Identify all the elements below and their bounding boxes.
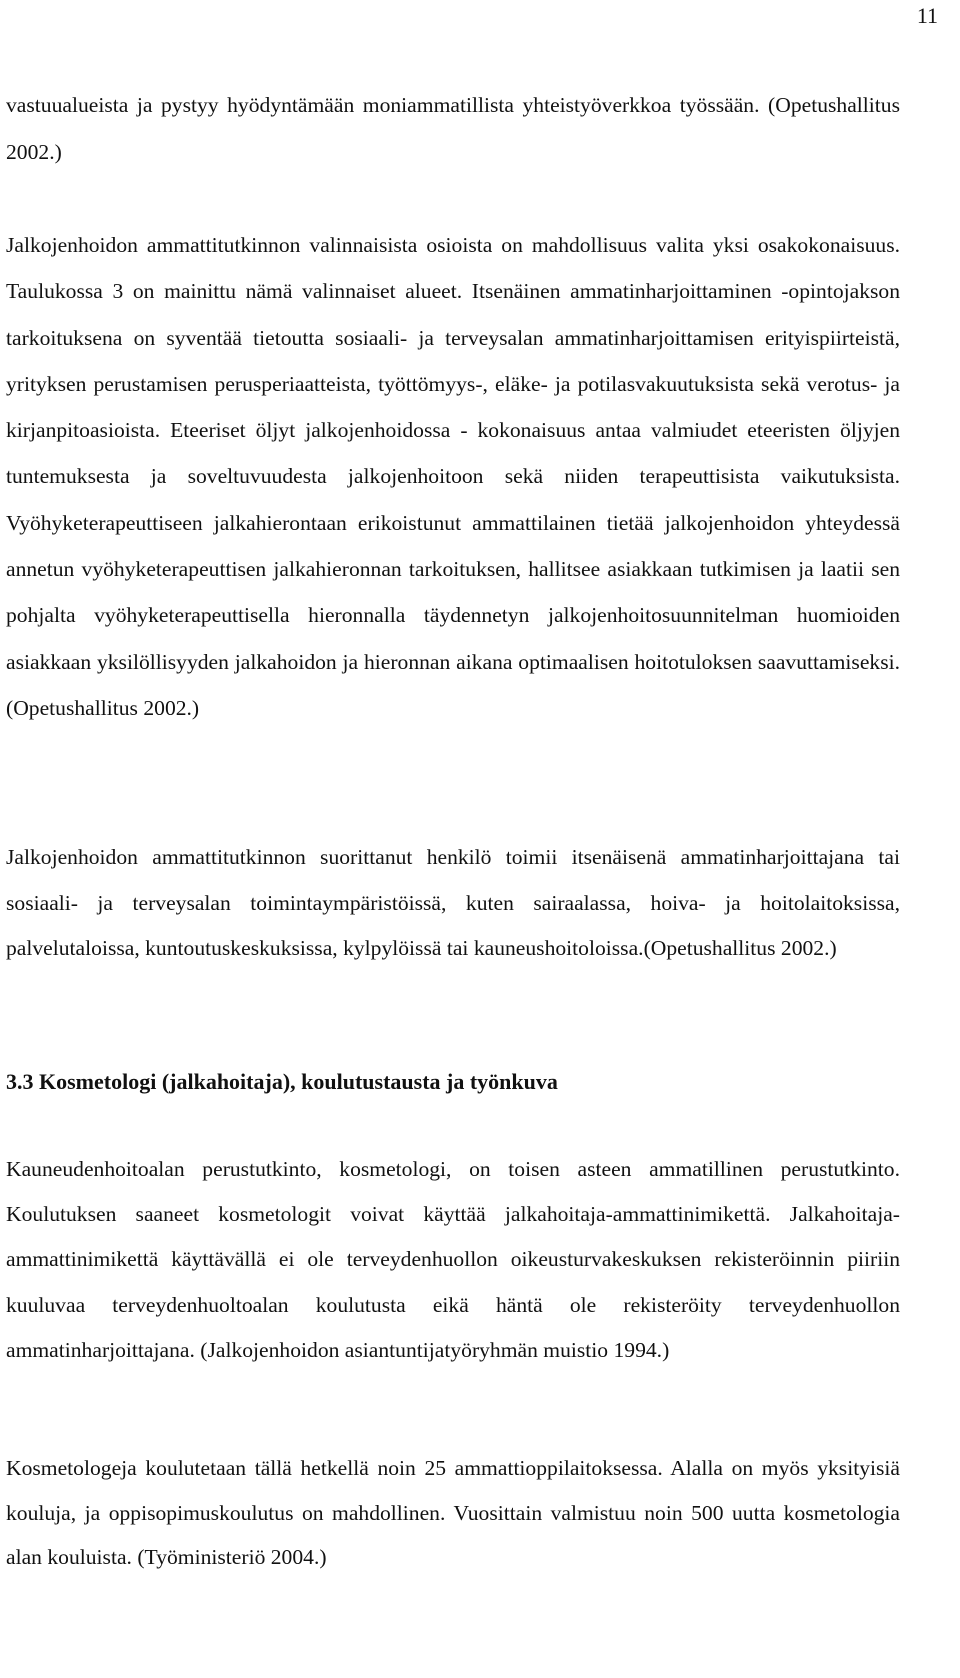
page-number: 11	[916, 3, 938, 28]
paragraph-optional-modules: Jalkojenhoidon ammattitutkinnon valinnaisista osioista on mahdollisuus valita yksi osakokonaisuus. Taulukossa 3 on mainittu nämä valinnaiset alueet. Itsenäinen ammatinharjoittaminen -opintojakson tarkoituksena on syventää tietoutta sosiaali- ja terveysalan ammatinharjoittamisen erityispiirteistä, yrityksen perustamisen perusperiaatteista, työttömyys-, eläke- ja potilasvakuutuksista sekä verotus- ja kirjanpitoasioista. Eteeriset öljyt jalkojenhoidossa - kokonaisuus antaa valmiudet eteeristen öljyjen tuntemuksesta ja soveltuvuudesta jalkojenhoitoon sekä niiden terapeuttisista vaikutuksista. Vyöhyketerapeuttiseen jalkahierontaan erikoistunut ammattilainen tietää jalkojenhoidon yhteydessä annetun vyöhyketerapeuttisen jalkahieronnan tarkoituksen, hallitsee asiakkaan tutkimisen ja laatii sen pohjalta vyöhyketerapeuttisella hieronnalla täydennetyn jalkojenhoitosuunnitelman huomioiden asiakkaan yksilöllisyyden jalkahoidon ja hieronnan aikana optimaalisen hoitotuloksen saavuttamiseksi. (Opetushallitus 2002.)	[6, 233, 900, 720]
section-heading: 3.3 Kosmetologi (jalkahoitaja), koulutustausta ja työnkuva	[6, 1069, 558, 1094]
paragraph-intro-continuation: vastuualueista ja pystyy hyödyntämään moniammatillista yhteistyöverkkoa työssään. (Opetushallitus 2002.)	[6, 93, 900, 164]
paragraph-cosmetologist-degree: Kauneudenhoitoalan perustutkinto, kosmetologi, on toisen asteen ammatillinen perustutkinto. Koulutuksen saaneet kosmetologit voivat käyttää jalkahoitaja-ammattinimikettä. Jalkahoitaja- ammattinimikettä käyttävällä ei ole terveydenhuollon oikeusturvakeskuksen rekisteröinnin piiriin kuuluvaa terveydenhuoltoalan koulutusta eikä häntä ole rekisteröity terveydenhuollon ammatinharjoittajana. (Jalkojenhoidon asiantuntijatyöryhmän muistio 1994.)	[6, 1157, 900, 1362]
paragraph-cosmetologist-training: Kosmetologeja koulutetaan tällä hetkellä noin 25 ammattioppilaitoksessa. Alalla on myös yksityisiä kouluja, ja oppisopimuskoulutus on mahdollinen. Vuosittain valmistuu noin 500 uutta kosmetologia alan kouluista. (Työministeriö 2004.)	[6, 1456, 900, 1569]
paragraph-work-environments: Jalkojenhoidon ammattitutkinnon suorittanut henkilö toimii itsenäisenä ammatinharjoittajana tai sosiaali- ja terveysalan toimintaympäristöissä, kuten sairaalassa, hoiva- ja hoitolaitoksissa, palvelutaloissa, kuntoutuskeskuksissa, kylpylöissä tai kauneushoitoloissa.(Opetushallitus 2002.)	[6, 845, 900, 960]
